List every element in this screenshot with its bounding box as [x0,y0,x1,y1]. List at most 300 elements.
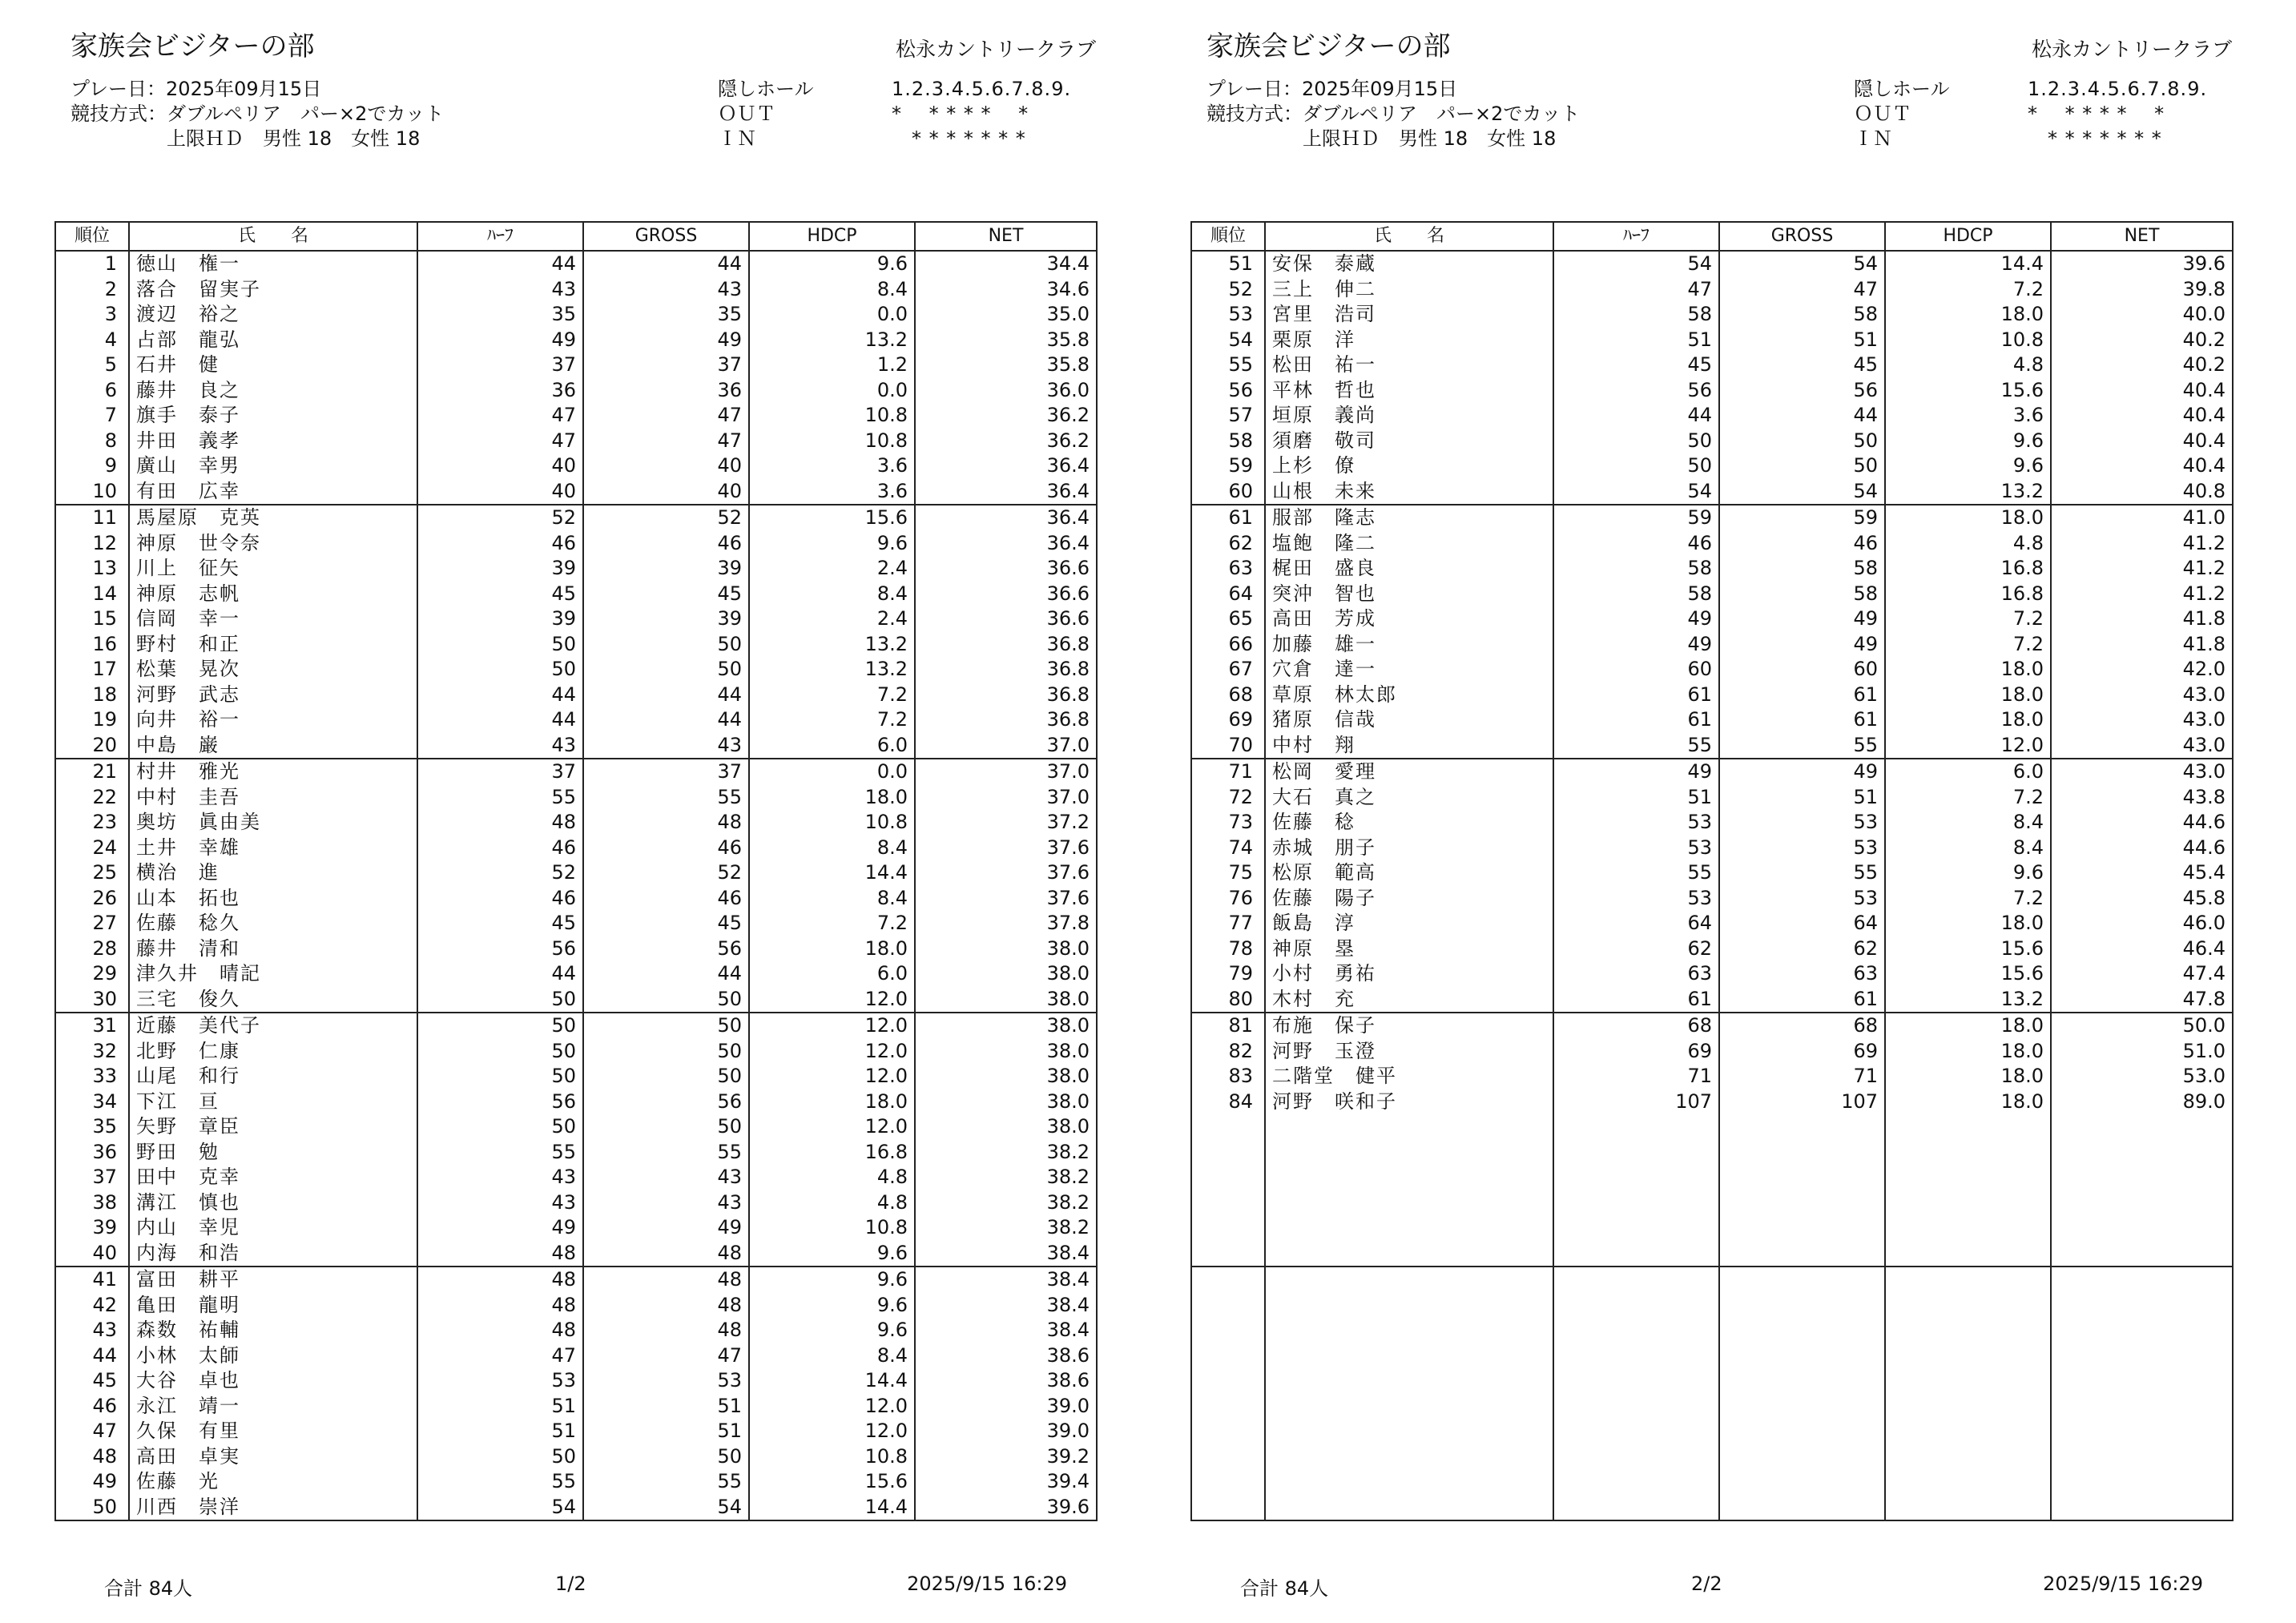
name-cell [1265,1343,1553,1369]
net-cell: 37.0 [915,759,1097,785]
net-cell: 38.0 [915,961,1097,987]
table-row [1191,911,2233,936]
gross-cell: 48 [583,1241,749,1267]
name-cell: 神原 志帆 [129,582,417,607]
table-row [1191,683,2233,708]
name-cell: 内海 和浩 [129,1241,417,1267]
rank-cell: 12 [55,531,129,557]
club-name: 松永カントリークラブ [895,38,1096,61]
hdcp-cell [1885,1293,2051,1319]
net-cell: 41.8 [2051,632,2233,658]
net-cell: 36.4 [915,453,1097,479]
gross-cell [1719,1215,1885,1241]
net-cell: 50.0 [2051,1013,2233,1039]
rank-cell [1191,1215,1265,1241]
table-row [55,1444,1097,1470]
table-row [1191,961,2233,987]
net-cell: 38.6 [915,1368,1097,1394]
table-row [55,1419,1097,1444]
net-cell: 34.4 [915,251,1097,277]
gross-cell: 47 [583,403,749,429]
table-row [1191,505,2233,531]
gross-cell [1719,1368,1885,1394]
rank-cell [1191,1318,1265,1343]
gross-cell: 61 [1719,707,1885,733]
name-cell: 石井 健 [129,352,417,378]
rank-cell: 48 [55,1444,129,1470]
table-row [55,1140,1097,1166]
net-cell: 43.0 [2051,759,2233,785]
table-row [1191,277,2233,303]
name-cell: 久保 有里 [129,1419,417,1444]
hdcp-cell [1885,1419,2051,1444]
gross-cell: 43 [583,733,749,759]
rank-cell: 59 [1191,453,1265,479]
table-row [1191,1495,2233,1521]
gross-cell: 49 [1719,606,1885,632]
hdcp-cell: 10.8 [1885,328,2051,353]
rank-cell: 54 [1191,328,1265,353]
half-cell [1553,1114,1719,1140]
rank-cell: 38 [55,1190,129,1216]
table-row [1191,632,2233,658]
table-row [1191,1444,2233,1470]
page-title: 家族会ビジターの部 [70,30,315,62]
hdcp-cell: 4.8 [1885,531,2051,557]
hdcp-cell: 7.2 [1885,785,2051,811]
gross-cell: 48 [583,810,749,836]
competition-format: 競技方式：ダブルペリア パー×2でカット [1206,103,1581,125]
half-cell: 49 [1553,759,1719,785]
rank-cell: 26 [55,886,129,912]
half-cell [1553,1241,1719,1267]
rank-cell [1191,1368,1265,1394]
rank-cell [1191,1190,1265,1216]
hdcp-cell [1885,1267,2051,1293]
name-cell [1265,1419,1553,1444]
col-net-header: NET [915,222,1097,251]
name-cell: 下江 亘 [129,1089,417,1115]
name-cell: 北野 仁康 [129,1039,417,1065]
name-cell: 中村 圭吾 [129,785,417,811]
rank-cell: 52 [1191,277,1265,303]
rank-cell: 69 [1191,707,1265,733]
gross-cell: 43 [583,1165,749,1190]
half-cell: 61 [1553,707,1719,733]
half-cell: 107 [1553,1089,1719,1115]
rank-cell: 39 [55,1215,129,1241]
gross-cell: 40 [583,479,749,505]
name-cell: 須磨 敬司 [1265,429,1553,454]
gross-cell: 45 [583,911,749,936]
name-cell: 溝江 慎也 [129,1190,417,1216]
rank-cell: 83 [1191,1064,1265,1089]
half-cell: 53 [1553,836,1719,861]
hdcp-cell: 12.0 [749,1419,915,1444]
net-cell: 36.6 [915,582,1097,607]
half-cell: 49 [417,328,583,353]
gross-cell: 63 [1719,961,1885,987]
hdcp-cell: 13.2 [749,328,915,353]
gross-cell: 44 [583,683,749,708]
half-cell: 51 [417,1419,583,1444]
net-cell: 40.4 [2051,429,2233,454]
gross-cell: 47 [1719,277,1885,303]
table-row [55,911,1097,936]
net-cell [2051,1241,2233,1267]
name-cell [1265,1368,1553,1394]
half-cell [1553,1495,1719,1521]
hdcp-cell [1885,1343,2051,1369]
hdcp-cell: 18.0 [1885,707,2051,733]
half-cell: 51 [1553,785,1719,811]
table-row [1191,1469,2233,1495]
half-cell: 46 [417,836,583,861]
name-cell: 安保 泰蔵 [1265,251,1553,277]
net-cell: 38.2 [915,1140,1097,1166]
half-cell: 37 [417,352,583,378]
half-cell: 45 [417,582,583,607]
net-cell: 39.6 [2051,251,2233,277]
name-cell: 穴倉 達一 [1265,657,1553,683]
net-cell: 38.0 [915,1039,1097,1065]
hdcp-cell: 9.6 [749,251,915,277]
gross-cell [1719,1419,1885,1444]
half-cell: 44 [417,707,583,733]
rank-cell: 37 [55,1165,129,1190]
hdcp-cell: 7.2 [1885,632,2051,658]
name-cell: 神原 塁 [1265,936,1553,962]
table-row [1191,479,2233,505]
half-cell: 47 [417,403,583,429]
name-cell: 占部 龍弘 [129,328,417,353]
half-cell: 51 [417,1394,583,1420]
rank-cell: 40 [55,1241,129,1267]
gross-cell: 71 [1719,1064,1885,1089]
name-cell: 野田 勉 [129,1140,417,1166]
gross-cell: 48 [583,1318,749,1343]
half-cell: 50 [417,1444,583,1470]
name-cell: 佐藤 光 [129,1469,417,1495]
hdcp-cell: 8.4 [749,582,915,607]
rank-cell: 10 [55,479,129,505]
table-row [55,1267,1097,1293]
rank-cell: 50 [55,1495,129,1521]
gross-cell [1719,1495,1885,1521]
hdcp-cell: 4.8 [749,1165,915,1190]
rank-cell: 35 [55,1114,129,1140]
half-cell: 58 [1553,556,1719,582]
half-cell: 50 [417,1114,583,1140]
table-row [55,936,1097,962]
name-cell: 中島 巌 [129,733,417,759]
name-cell [1265,1444,1553,1470]
hdcp-cell: 18.0 [749,936,915,962]
name-cell: 松田 祐一 [1265,352,1553,378]
net-cell: 34.6 [915,277,1097,303]
table-row [55,1318,1097,1343]
half-cell: 54 [1553,479,1719,505]
hdcp-cell [1885,1215,2051,1241]
hdcp-cell: 0.0 [749,759,915,785]
rank-cell: 71 [1191,759,1265,785]
half-cell [1553,1419,1719,1444]
rank-cell [1191,1343,1265,1369]
hdcp-cell [1885,1190,2051,1216]
net-cell: 45.4 [2051,860,2233,886]
hdcp-cell: 13.2 [749,657,915,683]
hdcp-cell: 9.6 [749,1267,915,1293]
table-row [55,1190,1097,1216]
name-cell: 森数 祐輔 [129,1318,417,1343]
name-cell: 土井 幸雄 [129,836,417,861]
rank-cell: 68 [1191,683,1265,708]
net-cell: 38.2 [915,1215,1097,1241]
hdcp-cell [1885,1241,2051,1267]
table-row [55,733,1097,759]
net-cell: 38.6 [915,1343,1097,1369]
table-row [1191,1267,2233,1293]
gross-cell: 50 [583,1039,749,1065]
rank-cell: 67 [1191,657,1265,683]
net-cell: 36.8 [915,707,1097,733]
gross-cell [1719,1165,1885,1190]
table-row [1191,556,2233,582]
hdcp-cell: 8.4 [749,1343,915,1369]
hdcp-cell: 12.0 [749,1013,915,1039]
hdcp-cell: 18.0 [1885,657,2051,683]
gross-cell: 45 [1719,352,1885,378]
table-row [55,1394,1097,1420]
gross-cell: 46 [583,836,749,861]
gross-cell: 59 [1719,505,1885,531]
gross-cell: 50 [583,632,749,658]
gross-cell: 56 [583,936,749,962]
table-row [55,1114,1097,1140]
in-label: ＩＮ [1854,127,1892,150]
gross-cell: 69 [1719,1039,1885,1065]
hdcp-cell: 15.6 [1885,961,2051,987]
rank-cell: 64 [1191,582,1265,607]
net-cell: 36.0 [915,378,1097,404]
net-cell: 38.0 [915,1064,1097,1089]
net-cell [2051,1368,2233,1394]
name-cell: 塩飽 隆二 [1265,531,1553,557]
in-holes: * * * * * * * [892,127,1026,150]
gross-cell: 61 [1719,987,1885,1013]
table-row [1191,987,2233,1013]
half-cell: 40 [417,453,583,479]
hdcp-cell: 6.0 [1885,759,2051,785]
gross-cell: 49 [583,328,749,353]
hdcp-cell: 18.0 [1885,505,2051,531]
net-cell: 38.4 [915,1318,1097,1343]
rank-cell: 41 [55,1267,129,1293]
gross-cell: 49 [1719,759,1885,785]
net-cell: 40.2 [2051,352,2233,378]
name-cell: 加藤 雄一 [1265,632,1553,658]
half-cell: 48 [417,1293,583,1319]
competition-format: 競技方式：ダブルペリア パー×2でカット [70,103,445,125]
table-row [55,251,1097,277]
hdcp-cell: 18.0 [749,1089,915,1115]
print-datetime: 2025/9/15 16:29 [2043,1573,2203,1595]
hdcp-cell: 13.2 [1885,987,2051,1013]
net-cell: 44.6 [2051,836,2233,861]
net-cell: 37.6 [915,860,1097,886]
name-cell: 藤井 清和 [129,936,417,962]
gross-cell: 47 [583,1343,749,1369]
half-cell: 50 [417,657,583,683]
half-cell: 55 [417,785,583,811]
half-cell: 54 [417,1495,583,1521]
table-row [1191,785,2233,811]
net-cell: 47.4 [2051,961,2233,987]
table-row [55,785,1097,811]
name-cell [1265,1190,1553,1216]
table-row [1191,1368,2233,1394]
col-rank-header: 順位 [1191,222,1265,251]
out-holes: * * * * * * [2028,103,2165,125]
net-cell: 37.0 [915,733,1097,759]
gross-cell: 50 [583,1064,749,1089]
table-row [55,453,1097,479]
rank-cell [1191,1165,1265,1190]
name-cell: 馬屋原 克英 [129,505,417,531]
gross-cell: 36 [583,378,749,404]
table-row [1191,936,2233,962]
half-cell: 56 [417,1089,583,1115]
half-cell: 61 [1553,683,1719,708]
hdcp-cell: 16.8 [1885,582,2051,607]
half-cell: 35 [417,302,583,328]
name-cell: 廣山 幸男 [129,453,417,479]
half-cell: 50 [1553,429,1719,454]
half-cell: 50 [417,1013,583,1039]
name-cell: 佐藤 陽子 [1265,886,1553,912]
name-cell: 佐藤 稔久 [129,911,417,936]
net-cell: 43.0 [2051,707,2233,733]
gross-cell: 62 [1719,936,1885,962]
rank-cell: 51 [1191,251,1265,277]
net-cell: 44.6 [2051,810,2233,836]
rank-cell: 78 [1191,936,1265,962]
net-cell: 38.2 [915,1165,1097,1190]
table-row [55,1469,1097,1495]
half-cell: 43 [417,733,583,759]
table-header-row [1191,222,2233,251]
half-cell: 68 [1553,1013,1719,1039]
net-cell: 38.4 [915,1241,1097,1267]
name-cell: 服部 隆志 [1265,505,1553,531]
rank-cell: 21 [55,759,129,785]
half-cell [1553,1368,1719,1394]
table-row [1191,1064,2233,1089]
gross-cell: 39 [583,556,749,582]
rank-cell: 81 [1191,1013,1265,1039]
table-row [1191,810,2233,836]
name-cell: 木村 充 [1265,987,1553,1013]
net-cell: 41.2 [2051,556,2233,582]
hdcp-cell: 1.2 [749,352,915,378]
table-row [55,1013,1097,1039]
table-row [55,1368,1097,1394]
rank-cell: 70 [1191,733,1265,759]
out-label: ＯＵＴ [1854,103,1911,125]
net-cell: 36.2 [915,403,1097,429]
rank-cell: 77 [1191,911,1265,936]
col-hdcp-header: HDCP [749,222,915,251]
name-cell [1265,1394,1553,1420]
net-cell [2051,1215,2233,1241]
table-row [55,1293,1097,1319]
name-cell: 藤井 良之 [129,378,417,404]
hdcp-cell [1885,1394,2051,1420]
table-row [55,1165,1097,1190]
name-cell: 亀田 龍明 [129,1293,417,1319]
half-cell: 55 [1553,733,1719,759]
net-cell: 35.0 [915,302,1097,328]
name-cell [1265,1140,1553,1166]
net-cell: 41.0 [2051,505,2233,531]
name-cell: 村井 雅光 [129,759,417,785]
net-cell: 43.0 [2051,733,2233,759]
half-cell: 36 [417,378,583,404]
name-cell: 中村 翔 [1265,733,1553,759]
name-cell: 山本 拓也 [129,886,417,912]
hdcp-cell: 8.4 [749,277,915,303]
table-row [55,556,1097,582]
hdcp-cell: 6.0 [749,733,915,759]
table-row [55,606,1097,632]
half-cell: 56 [1553,378,1719,404]
net-cell: 40.4 [2051,378,2233,404]
table-row [55,505,1097,531]
gross-cell: 43 [583,1190,749,1216]
rank-cell: 14 [55,582,129,607]
gross-cell: 50 [583,657,749,683]
total-count: 合計 84人 [1240,1577,1329,1600]
rank-cell: 25 [55,860,129,886]
rank-cell [1191,1469,1265,1495]
table-row [1191,1013,2233,1039]
name-cell: 近藤 美代子 [129,1013,417,1039]
table-row [55,1064,1097,1089]
net-cell [2051,1469,2233,1495]
rank-cell: 63 [1191,556,1265,582]
net-cell: 39.2 [915,1444,1097,1470]
hdcp-cell [1885,1165,2051,1190]
half-cell: 62 [1553,936,1719,962]
table-row [55,582,1097,607]
play-date: プレー日：2025年09月15日 [70,78,322,100]
rank-cell: 7 [55,403,129,429]
net-cell: 38.2 [915,1190,1097,1216]
half-cell: 39 [417,556,583,582]
rank-cell [1191,1495,1265,1521]
gross-cell: 54 [1719,479,1885,505]
rank-cell: 15 [55,606,129,632]
net-cell: 36.8 [915,632,1097,658]
name-cell: 渡辺 裕之 [129,302,417,328]
name-cell [1265,1469,1553,1495]
rank-cell: 27 [55,911,129,936]
net-cell [2051,1343,2233,1369]
table-row [55,683,1097,708]
rank-cell: 4 [55,328,129,353]
hdcp-cell: 16.8 [1885,556,2051,582]
name-cell: 井田 義孝 [129,429,417,454]
